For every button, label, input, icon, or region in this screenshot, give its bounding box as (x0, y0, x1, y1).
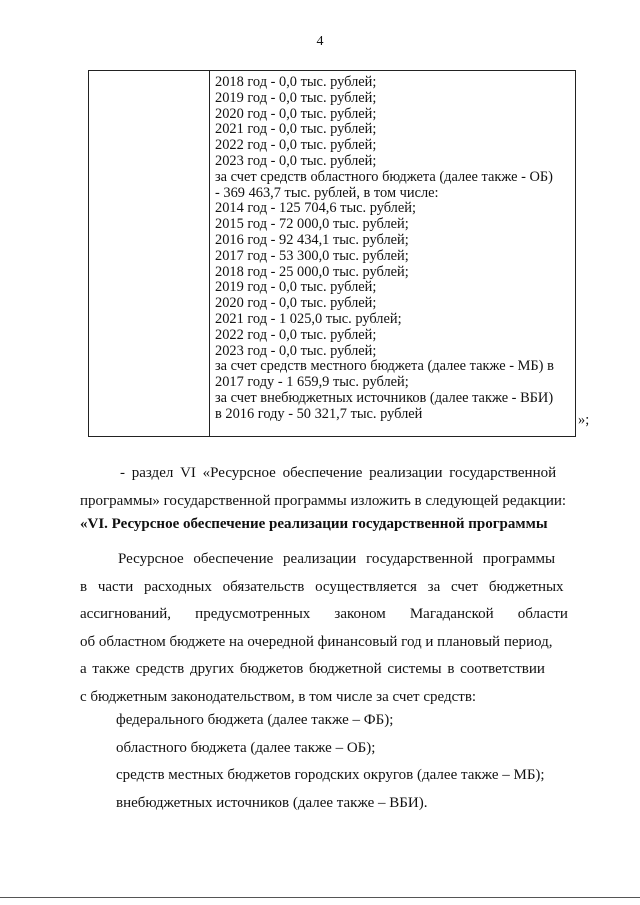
body-line-1: Ресурсное обеспечение реализации государственной программы (118, 551, 556, 567)
table-line: 2022 год - 0,0 тыс. рублей; (215, 137, 377, 154)
table-line: 2016 год - 92 434,1 тыс. рублей; (215, 231, 409, 248)
body-line-2: в части расходных обязательств осуществляется за счет бюджетных (80, 578, 564, 595)
body-line-3 (80, 601, 568, 629)
table-line: 2021 год - 0,0 тыс. рублей; (215, 121, 377, 138)
body-paragraph (80, 546, 568, 711)
table-line: 2014 год - 125 704,6 тыс. рублей; (215, 200, 416, 217)
table-line: за счет средств областного бюджета (далее также - ОБ) (215, 168, 553, 185)
table-column-divider (209, 71, 210, 436)
amendment-paragraph (80, 460, 568, 515)
section-heading: «VI. Ресурсное обеспечение реализации государственной программы (80, 516, 548, 532)
closing-quote: »; (578, 412, 590, 428)
funding-sources-list (116, 707, 576, 817)
amendment-line-1 (80, 460, 568, 488)
table-line: 2023 год - 0,0 тыс. рублей; (215, 152, 377, 169)
amendment-line-2: программы» государственной программы изложить в следующей редакции: (80, 492, 567, 509)
body-line-3-word: области (517, 606, 568, 622)
funding-source-item: областного бюджета (далее также – ОБ); (116, 739, 376, 756)
funding-table (88, 70, 576, 437)
table-cell-content (215, 75, 575, 423)
body-line-6: с бюджетным законодательством, в том числе за счет средств: (80, 688, 477, 705)
amendment-line-1-text: - раздел VI «Ресурсное обеспечение реализации государственной (120, 465, 557, 481)
body-line-3-word: законом (334, 606, 386, 622)
page-number: 4 (316, 34, 324, 49)
table-line: 2023 год - 0,0 тыс. рублей; (215, 342, 377, 359)
table-line: 2021 год - 1 025,0 тыс. рублей; (215, 310, 402, 327)
table-line: 2020 год - 0,0 тыс. рублей; (215, 295, 377, 312)
body-line-3-word: предусмотренных (195, 606, 311, 622)
table-line: 2020 год - 0,0 тыс. рублей; (215, 105, 377, 122)
bottom-rule (0, 897, 640, 898)
body-line-3-word: ассигнований, (80, 606, 172, 622)
table-line: 2017 году - 1 659,9 тыс. рублей; (215, 374, 409, 391)
table-line: за счет внебюджетных источников (далее также - ВБИ) (215, 389, 554, 406)
table-line: 2015 год - 72 000,0 тыс. рублей; (215, 216, 409, 233)
table-line: - 369 463,7 тыс. рублей, в том числе: (215, 184, 439, 201)
table-line: за счет средств местного бюджета (далее также - МБ) в (215, 358, 554, 375)
table-line: 2019 год - 0,0 тыс. рублей; (215, 89, 377, 106)
funding-source-item: внебюджетных источников (далее также – ВБИ). (116, 794, 428, 811)
body-line-4: об областном бюджете на очередной финансовый год и плановый период, (80, 633, 553, 650)
table-line: 2019 год - 0,0 тыс. рублей; (215, 279, 377, 296)
table-line: 2018 год - 0,0 тыс. рублей; (215, 74, 377, 90)
table-line: 2022 год - 0,0 тыс. рублей; (215, 326, 377, 343)
table-line: 2018 год - 25 000,0 тыс. рублей; (215, 263, 409, 280)
funding-source-item: федерального бюджета (далее также – ФБ); (116, 712, 394, 728)
body-line-3-word: Магаданской (409, 606, 494, 622)
funding-source-item: средств местных бюджетов городских округов (далее также – МБ); (116, 767, 545, 783)
body-line-5: а также средств других бюджетов бюджетной системы в соответствии (80, 661, 545, 677)
table-line: 2017 год - 53 300,0 тыс. рублей; (215, 247, 409, 264)
table-line: в 2016 году - 50 321,7 тыс. рублей (215, 405, 423, 422)
